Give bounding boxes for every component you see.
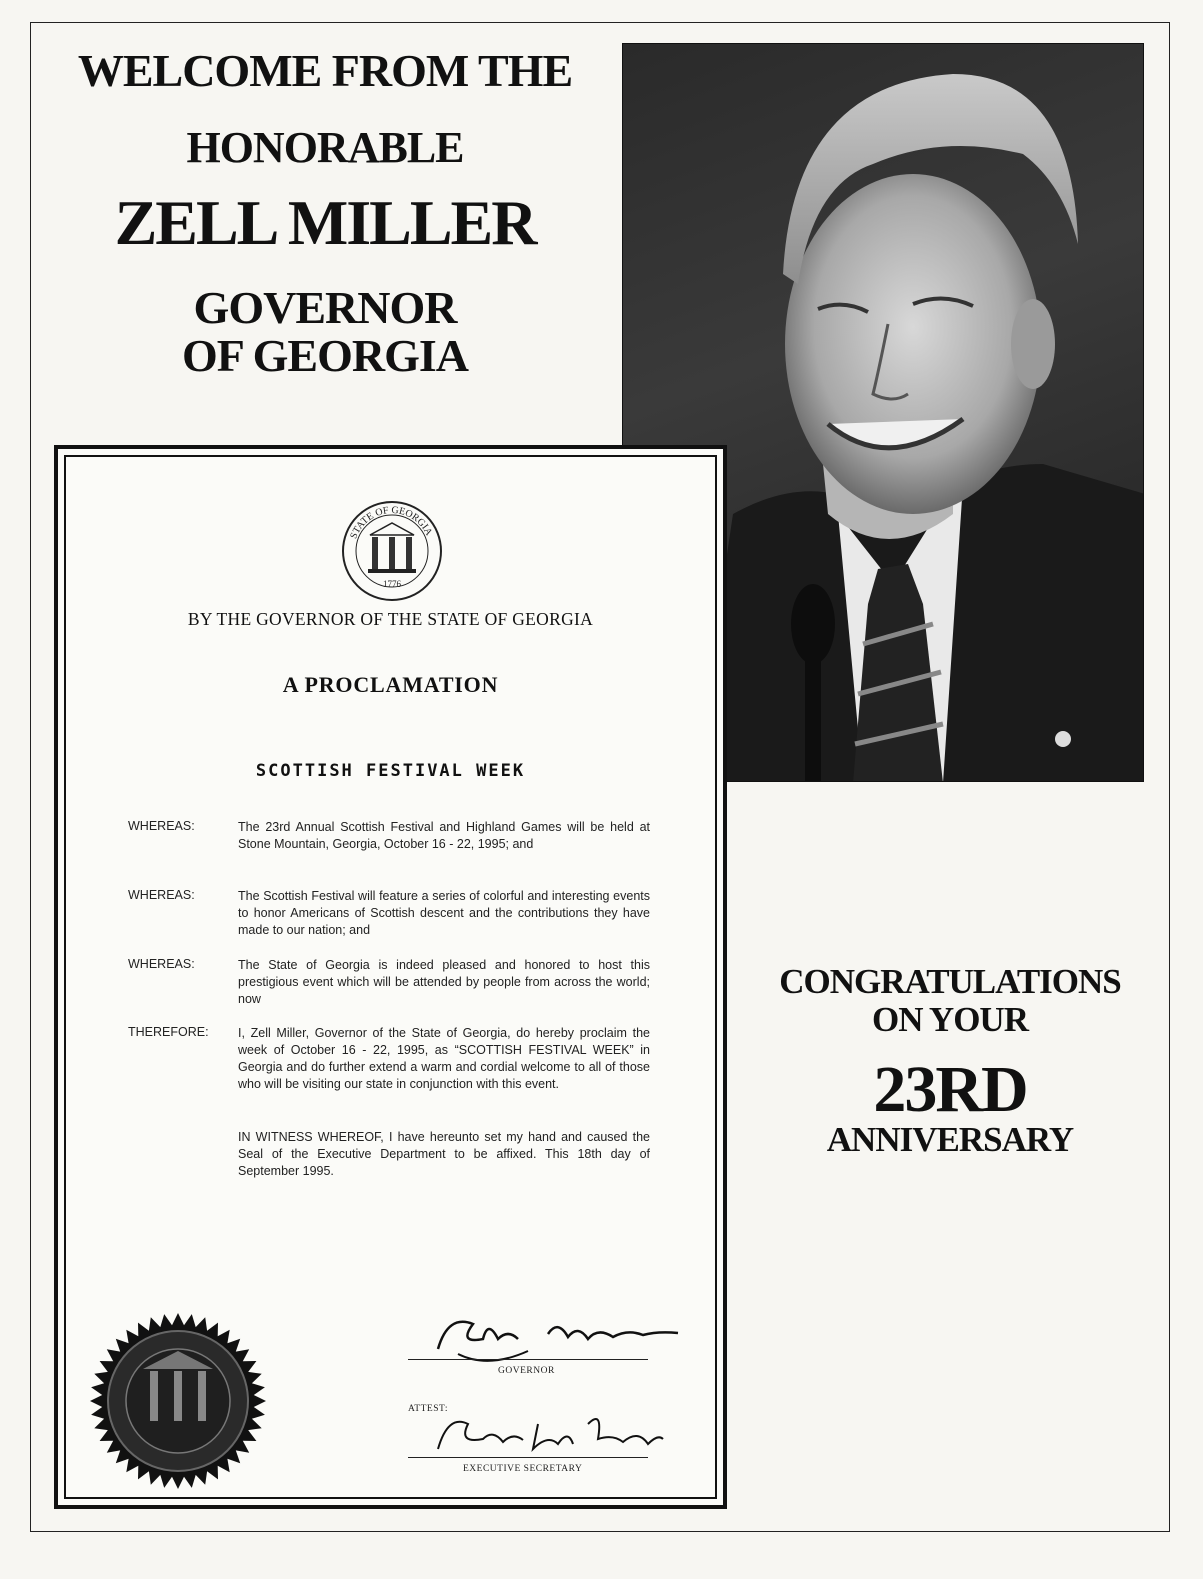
secretary-caption: EXECUTIVE SECRETARY bbox=[463, 1464, 583, 1474]
governor-signature-line bbox=[408, 1359, 648, 1360]
seal-text: STATE OF GEORGIA bbox=[348, 504, 435, 541]
proclamation-title: A PROCLAMATION bbox=[282, 672, 499, 697]
proclamation-by-line: BY THE GOVERNOR OF THE STATE OF GEORGIA bbox=[187, 609, 594, 629]
clause-text: I, Zell Miller, Governor of the State of Georgia, do hereby proclaim the week of October 16 - 22, 1995, as “SCOTTISH FESTIVAL WEEK” in Georgia and do further extend a warm and cordial welcome to all of those who will be visiting our state in conjunction with this event. bbox=[238, 1026, 650, 1091]
proclamation-document bbox=[54, 445, 727, 1509]
governor-caption: GOVERNOR bbox=[498, 1366, 555, 1376]
clause-text: The 23rd Annual Scottish Festival and Highland Games will be held at Stone Mountain, Georgia, October 16 - 22, 1995; and bbox=[238, 820, 650, 851]
governor-signature-image bbox=[428, 1309, 688, 1369]
congrats-anniversary-number: 23RD bbox=[873, 1053, 1027, 1126]
signature-block bbox=[408, 1309, 668, 1479]
clause-text: The Scottish Festival will feature a series of colorful and interesting events to honor Americans of Scottish descent and the contributions they have made to our nation; and bbox=[238, 889, 650, 937]
congrats-line1: CONGRATULATIONS bbox=[779, 962, 1121, 1001]
congrats-line2: ON YOUR bbox=[871, 1000, 1028, 1039]
headline-title bbox=[40, 284, 610, 380]
clause-label: WHEREAS: bbox=[128, 819, 195, 833]
headline-honorable: HONORABLE bbox=[186, 123, 464, 172]
headline-of-georgia: OF GEORGIA bbox=[181, 330, 469, 381]
proclamation-subtitle: SCOTTISH FESTIVAL WEEK bbox=[255, 761, 526, 781]
headline-welcome: WELCOME FROM THE bbox=[77, 45, 573, 96]
headline-name: ZELL MILLER bbox=[114, 187, 536, 258]
clause-label: WHEREAS: bbox=[128, 957, 195, 971]
attest-label: ATTEST: bbox=[408, 1404, 448, 1414]
secretary-signature-image bbox=[428, 1404, 668, 1459]
secretary-signature-line bbox=[408, 1457, 648, 1458]
clause-label: THEREFORE: bbox=[128, 1025, 209, 1039]
clause-text: The State of Georgia is indeed pleased and honored to host this prestigious event which will be attended by people from across the world; now bbox=[238, 958, 650, 1006]
clause-label: WHEREAS: bbox=[128, 888, 195, 902]
seal-year: 1776 bbox=[383, 579, 401, 589]
witness-text: IN WITNESS WHEREOF, I have hereunto set my hand and caused the Seal of the Executive Department to be affixed. This 18th day of September 1995. bbox=[238, 1130, 650, 1178]
headline-governor: GOVERNOR bbox=[193, 282, 457, 333]
congrats-line4: ANNIVERSARY bbox=[826, 1120, 1074, 1159]
state-of-georgia-seal-icon bbox=[340, 499, 444, 603]
executive-department-gold-seal-icon bbox=[88, 1311, 268, 1491]
